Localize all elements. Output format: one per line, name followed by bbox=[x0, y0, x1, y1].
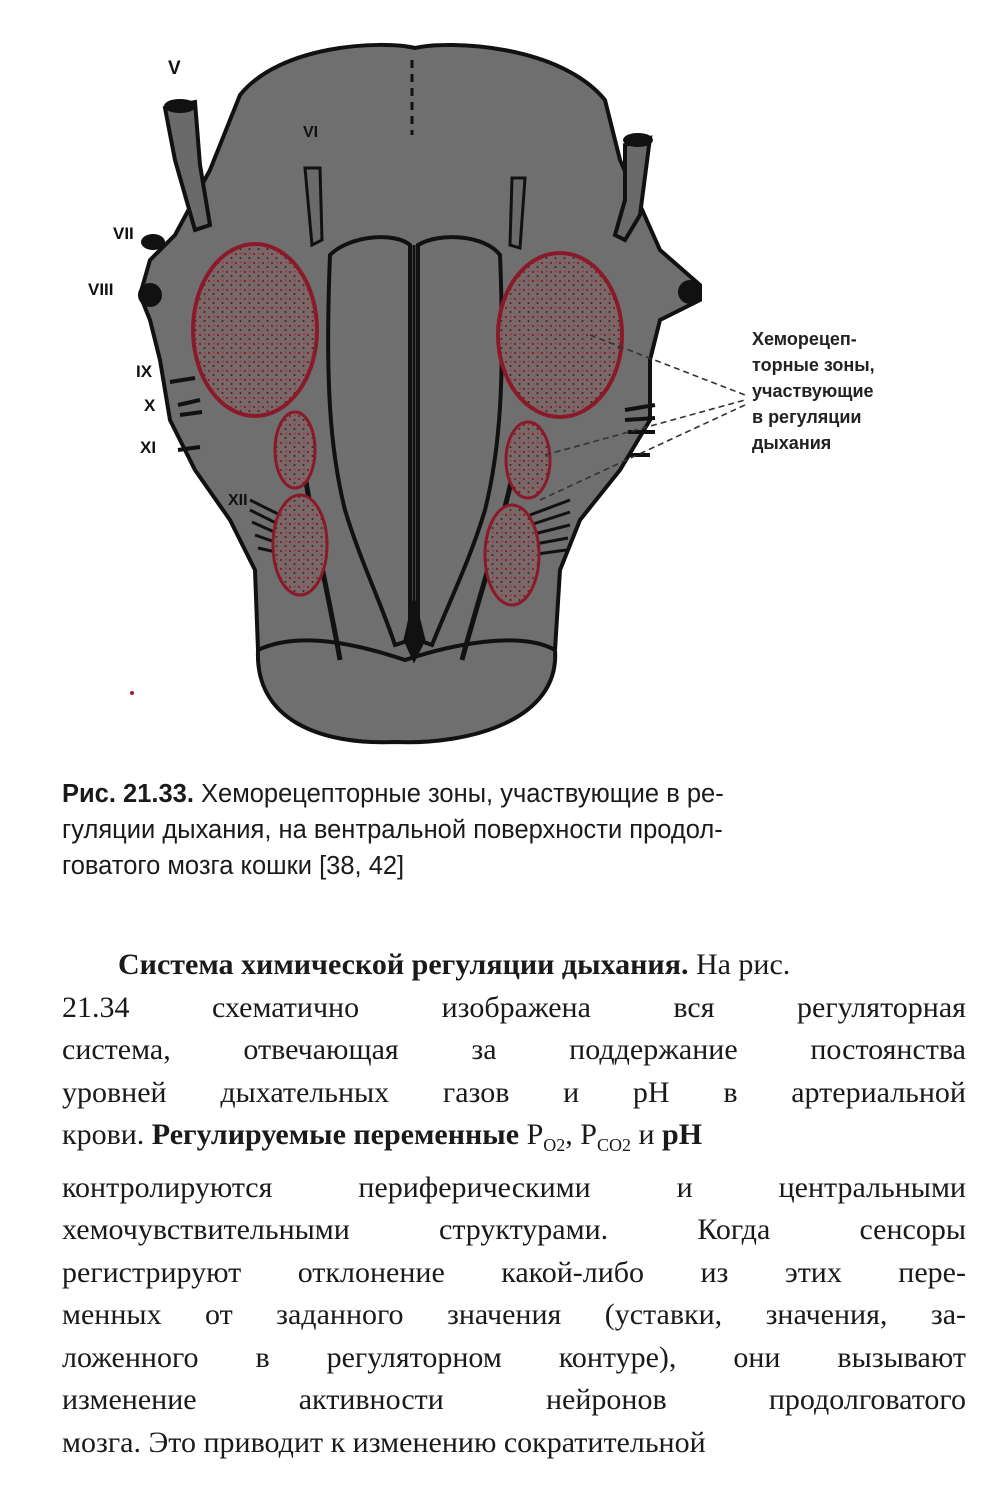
zone-caudal-right bbox=[485, 505, 539, 605]
body-line: менных от заданного значения (уставки, значения, за- bbox=[62, 1298, 966, 1331]
body-line: 21.34 схематично изображена вся регуляторная bbox=[62, 990, 966, 1024]
body-fragment: крови. bbox=[62, 1118, 145, 1151]
var-ph: pH bbox=[662, 1118, 703, 1151]
body-line: крови. Регулируемые переменные $P_{O2}$, $P_{CO2}$ и pH bbox=[62, 1118, 703, 1155]
caption-line: гуляции дыхания, на вентральной поверхности продол- bbox=[62, 816, 723, 844]
nerve-label-vii: VII bbox=[113, 224, 134, 243]
body-line: хемочувствительными структурами. Когда сенсоры bbox=[62, 1213, 966, 1246]
caption-text: Хеморецепторные зоны, участвующие в ре- bbox=[193, 780, 724, 808]
caption-label: Рис. 21.33. bbox=[62, 780, 194, 808]
body-paragraph bbox=[62, 944, 966, 1464]
body-line: контролируются периферическими и центральными bbox=[62, 1170, 966, 1204]
body-line: система, отвечающая за поддержание постоянства bbox=[62, 1033, 966, 1066]
body-line: ложенного в регуляторном контуре), они вызывают bbox=[62, 1340, 966, 1374]
zone-caudal-left bbox=[273, 495, 327, 595]
body-fragment: На рис. bbox=[695, 948, 791, 981]
nerve-label-xii: XII bbox=[228, 492, 248, 509]
nerve-v-root-left bbox=[165, 102, 210, 230]
callout-line: в регуляции bbox=[752, 407, 862, 427]
zone-intermediate-left bbox=[275, 412, 315, 488]
body-line: уровней дыхательных газов и pH в артериальной bbox=[62, 1075, 966, 1109]
callout-line: дыхания bbox=[752, 433, 832, 453]
var-po2: $P_{O2}$ bbox=[526, 1118, 566, 1155]
body-line bbox=[62, 944, 966, 987]
body-line: изменение активности нейронов продолговатого bbox=[62, 1383, 966, 1416]
regulated-variables-term: Регулируемые переменные bbox=[151, 1118, 520, 1151]
callout-text bbox=[752, 326, 972, 456]
zone-intermediate-right bbox=[506, 422, 550, 498]
var-pco2: $P_{CO2}$ bbox=[580, 1118, 631, 1155]
callout-line: участвующие bbox=[752, 381, 874, 401]
section-heading: Система химической регуляции дыхания. bbox=[118, 948, 689, 981]
caption-line bbox=[62, 776, 962, 812]
zone-rostral-right bbox=[498, 253, 622, 417]
body-line bbox=[62, 1422, 966, 1465]
nerve-label-ix: IX bbox=[136, 362, 153, 381]
caption-line: говатого мозга кошки [38, 42] bbox=[62, 852, 405, 880]
nerve-label-vi: VI bbox=[303, 124, 319, 141]
body-line: регистрируют отклонение какой-либо из этих пере- bbox=[62, 1255, 966, 1289]
figure-caption bbox=[62, 776, 962, 884]
callout-line: торные зоны, bbox=[752, 355, 875, 375]
nerve-label-x: X bbox=[144, 396, 156, 415]
nerve-label-v: V bbox=[168, 58, 181, 79]
zone-rostral-left bbox=[193, 244, 317, 416]
body-fragment: мозга. Это приводит к изменению сократительной bbox=[62, 1425, 706, 1459]
nerve-label-viii: VIII bbox=[88, 280, 114, 299]
callout-line: Хеморецеп- bbox=[752, 329, 857, 349]
nerve-label-xi: XI bbox=[140, 438, 157, 457]
